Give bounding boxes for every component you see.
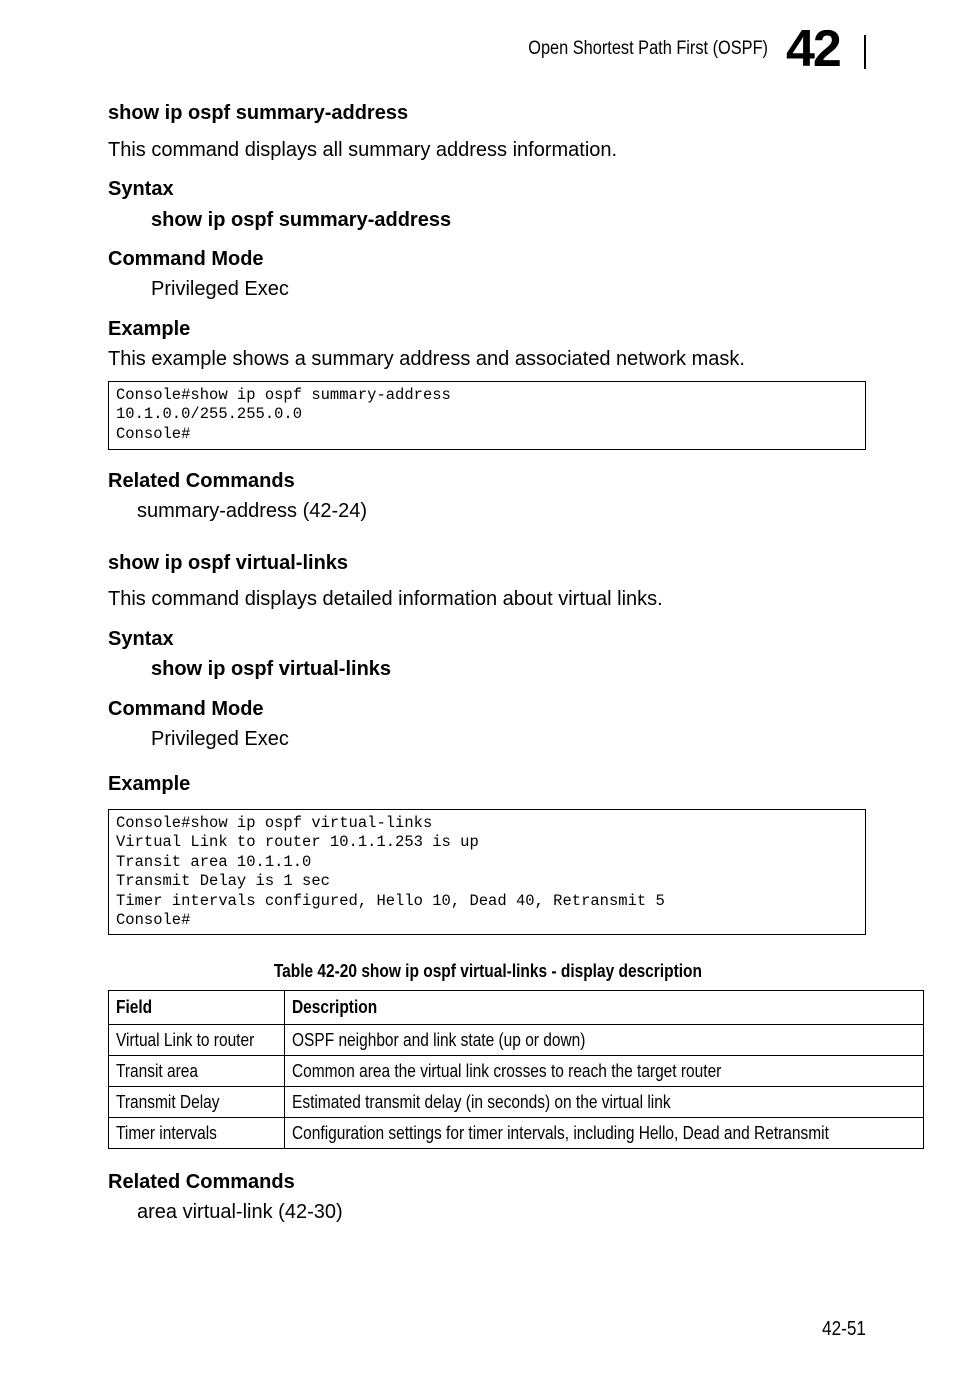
code-line: 10.1.0.0/255.255.0.0 [116, 405, 303, 424]
syntax-text: show ip ospf summary-address [151, 209, 452, 231]
command-mode-text: Privileged Exec [151, 728, 289, 750]
field-name: Transmit Delay [116, 1091, 220, 1112]
table-cell [109, 1118, 285, 1149]
page-number: 42-51 [822, 1318, 866, 1340]
table-row [109, 1056, 924, 1087]
field-description: Configuration settings for timer intervals, including Hello, Dead and Retransmit [291, 1122, 829, 1143]
example-heading: Example [108, 318, 191, 340]
command-title: show ip ospf summary-address [108, 102, 409, 124]
chapter-number: 42 [786, 20, 840, 78]
related-commands-heading: Related Commands [108, 470, 295, 492]
syntax-heading: Syntax [108, 178, 174, 200]
code-line: Console#show ip ospf summary-address [116, 386, 451, 404]
code-line: Transmit Delay is 1 sec [116, 872, 330, 891]
example-description: This example shows a summary address and associated network mask. [108, 348, 745, 370]
code-line: Console# [116, 424, 191, 443]
related-command-link[interactable]: summary-address (42-24) [137, 500, 368, 522]
table-cell [284, 1087, 923, 1118]
syntax-text: show ip ospf virtual-links [151, 658, 392, 680]
table-cell [284, 1118, 923, 1149]
command-description: This command displays detailed information about virtual links. [108, 588, 663, 610]
table-row [109, 1087, 924, 1118]
code-line: Timer intervals configured, Hello 10, Dead 40, Retransmit 5 [116, 891, 665, 910]
chapter-rule [864, 35, 866, 69]
table-header-row [109, 991, 924, 1025]
code-line: Transit area 10.1.1.0 [116, 852, 312, 871]
field-name: Virtual Link to router [116, 1029, 255, 1050]
field-description: Common area the virtual link crosses to reach the target router [291, 1060, 722, 1081]
command-mode-text: Privileged Exec [151, 278, 289, 300]
table-row [109, 1025, 924, 1056]
table-caption-text: Table 42-20 show ip ospf virtual-links - display description [273, 961, 703, 981]
table-cell [284, 1056, 923, 1087]
header-description-label: Description [291, 997, 377, 1017]
table-cell [109, 1025, 285, 1056]
command-title: show ip ospf virtual-links [108, 552, 349, 574]
code-block [108, 809, 866, 935]
code-block [108, 381, 866, 450]
display-description-table [108, 990, 924, 1149]
table-caption [108, 961, 868, 982]
command-mode-heading: Command Mode [108, 698, 264, 720]
table-header-cell [284, 991, 923, 1025]
field-name: Transit area [116, 1060, 199, 1081]
table-cell [109, 1087, 285, 1118]
table-cell [284, 1025, 923, 1056]
code-line: Virtual Link to router 10.1.1.253 is up [116, 833, 479, 852]
code-line: Console# [116, 910, 191, 929]
table-row [109, 1118, 924, 1149]
field-description: Estimated transmit delay (in seconds) on the virtual link [291, 1091, 671, 1112]
syntax-heading: Syntax [108, 628, 174, 650]
related-commands-heading: Related Commands [108, 1171, 295, 1193]
example-heading: Example [108, 773, 191, 795]
code-line: Console#show ip ospf virtual-links [116, 814, 433, 832]
command-mode-heading: Command Mode [108, 248, 264, 270]
table-header-cell [109, 991, 285, 1025]
chapter-title: Open Shortest Path First (OSPF) [528, 38, 768, 59]
related-command-link[interactable]: area virtual-link (42-30) [137, 1201, 343, 1223]
field-name: Timer intervals [116, 1122, 217, 1143]
command-description: This command displays all summary address information. [108, 139, 618, 161]
table-cell [109, 1056, 285, 1087]
header-field-label: Field [116, 997, 153, 1017]
field-description: OSPF neighbor and link state (up or down) [291, 1029, 586, 1050]
